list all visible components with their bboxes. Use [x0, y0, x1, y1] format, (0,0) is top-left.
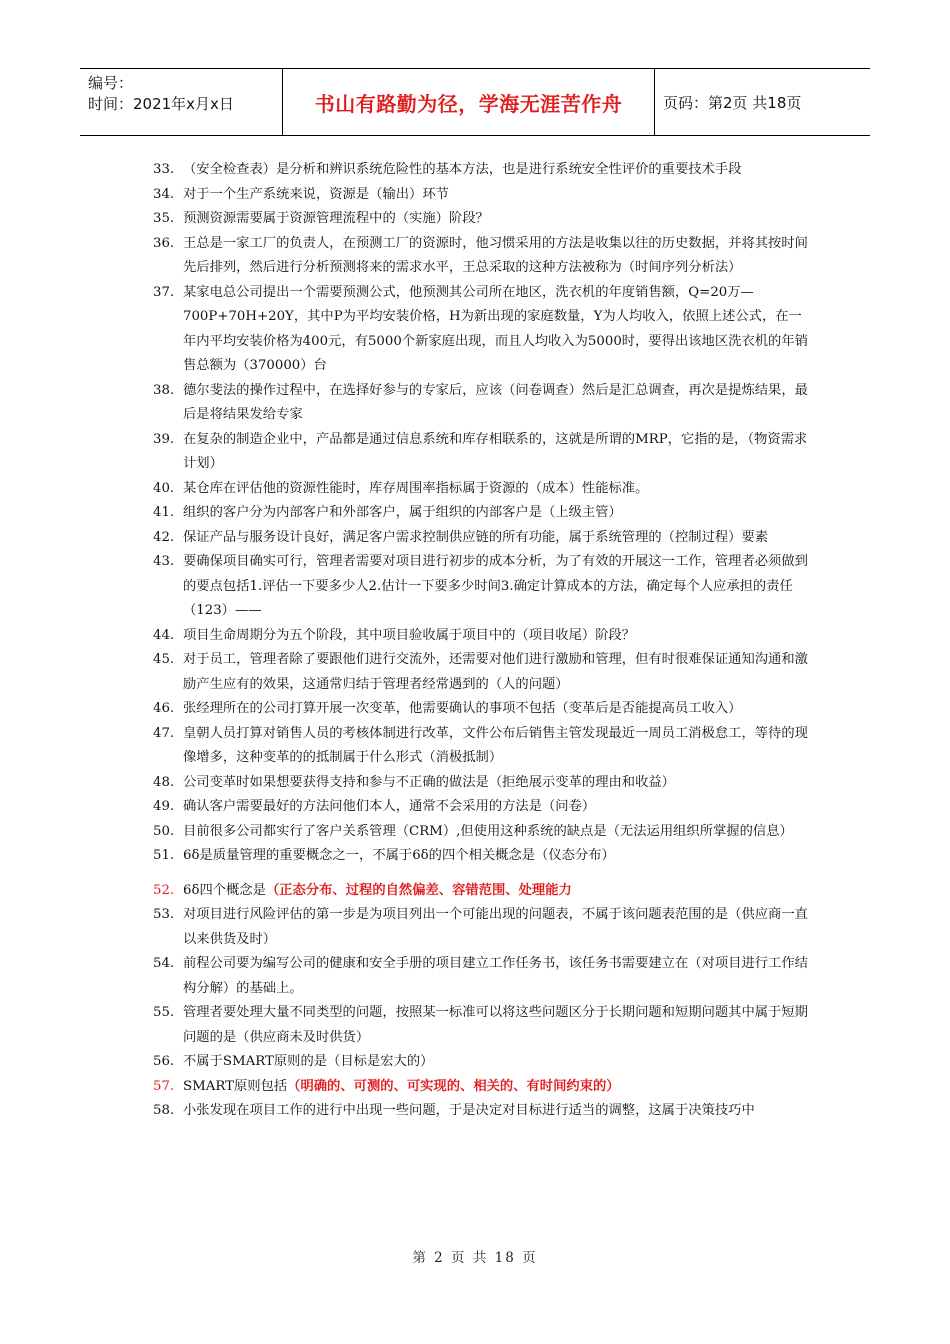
- list-item: [153, 1099, 813, 1124]
- list-item: [153, 501, 813, 526]
- item-text: [183, 477, 813, 502]
- item-text: [183, 501, 813, 526]
- item-number: 52.: [153, 882, 175, 898]
- item-text-main: 德尔斐法的操作过程中，在选择好参与的专家后，应该（问卷调查）然后是汇总调查，再次是提炼结果，最后是将结果发给专家: [183, 382, 808, 422]
- item-text-main: 对项目进行风险评估的第一步是为项目列出一个可能出现的问题表，不属于该问题表范围的是（供应商一直以来供货及时）: [183, 907, 808, 947]
- list-item: [153, 648, 813, 697]
- item-text-main: 组织的客户分为内部客户和外部客户，属于组织的内部客户是（上级主管）: [183, 505, 622, 520]
- item-number: 53.: [153, 907, 175, 922]
- item-text-main: 在复杂的制造企业中，产品都是通过信息系统和库存相联系的，这就是所谓的MRP，它指的是，（物资需求计划）: [183, 431, 808, 471]
- list-item: [153, 795, 813, 820]
- item-text-main: 项目生命周期分为五个阶段，其中项目验收属于项目中的（项目收尾）阶段？: [183, 627, 636, 643]
- item-text-main: 管理者要处理大量不同类型的问题，按照某一标准可以将这些问题区分于长期问题和短期问题其中属于短期问题的是（供应商未及时供货）: [183, 1005, 808, 1045]
- item-text-main: 王总是一家工厂的负责人，在预测工厂的资源时，他习惯采用的方法是收集以往的历史数据，并将其按时间先后排列，然后进行分析预测将来的需求水平，王总采取的这种方法被称为（时间序列分析法）: [183, 235, 808, 275]
- item-number: 33.: [153, 162, 175, 177]
- list-item: [153, 820, 813, 845]
- list-item: [153, 550, 813, 624]
- item-answer-highlight: （正态分布、过程的自然偏差、容错范围、处理能力: [265, 882, 572, 898]
- item-text: [183, 624, 813, 649]
- item-text: [183, 158, 813, 183]
- list-item: [153, 952, 813, 1001]
- item-number: 45.: [153, 652, 175, 667]
- list-item: [153, 1001, 813, 1050]
- question-list: [153, 158, 813, 1124]
- item-number: 34.: [153, 186, 175, 202]
- item-text: [183, 207, 813, 232]
- page-footer: 第 2 页 共 18 页: [412, 1250, 538, 1266]
- item-number: 38.: [153, 382, 175, 398]
- item-text: [183, 281, 813, 379]
- item-text: [183, 1001, 813, 1050]
- item-number: 49.: [153, 799, 175, 814]
- list-item: [153, 158, 813, 183]
- list-item: [153, 526, 813, 551]
- list-item: [153, 722, 813, 771]
- item-text-main: 公司变革时如果想要获得支持和参与不正确的做法是（拒绝展示变革的理由和收益）: [183, 774, 675, 790]
- header-meta: [80, 69, 283, 135]
- item-number: 46.: [153, 701, 175, 716]
- item-text: [183, 526, 813, 551]
- header-time-label: 时间：2021年x月x日: [88, 95, 234, 113]
- item-answer-highlight: （明确的、可测的、可实现的、相关的、有时间约束的）: [287, 1078, 620, 1094]
- item-number: 42.: [153, 529, 175, 545]
- list-item: [153, 207, 813, 232]
- item-text-main: 张经理所在的公司打算开展一次变革，他需要确认的事项不包括（变革后是否能提高员工收入）: [183, 701, 742, 716]
- item-text-main: SMART原则包括: [183, 1078, 288, 1094]
- list-item: [153, 1050, 813, 1075]
- item-number: 44.: [153, 627, 175, 643]
- item-text: [183, 820, 813, 845]
- item-text-main: 小张发现在项目工作的进行中出现一些问题，于是决定对目标进行适当的调整，这属于决策技巧中: [183, 1103, 755, 1118]
- list-item: [153, 477, 813, 502]
- list-item: [153, 903, 813, 952]
- item-text: [183, 771, 813, 796]
- item-number: 56.: [153, 1054, 175, 1069]
- list-item: [153, 697, 813, 722]
- item-text: [183, 183, 813, 208]
- list-item: [153, 771, 813, 796]
- item-text: [183, 1075, 813, 1100]
- list-item: [153, 844, 813, 869]
- item-text: [183, 232, 813, 281]
- list-item: [153, 428, 813, 477]
- list-item: [153, 379, 813, 428]
- list-item: [153, 624, 813, 649]
- item-text-main: 某家电总公司提出一个需要预测公式，他预测其公司所在地区，洗衣机的年度销售额，Q=20万—700P+70H+20Y，其中P为平均安装价格，H为新出现的家庭数量，Y为人均收入，依照上述公式，在一年内平均安装价格为400元，有5000个新家庭出现，而且人均收入为5000时，要得出该地区洗衣机的年销售总额为（370000）台: [183, 284, 808, 373]
- item-text-main: 预测资源需要属于资源管理流程中的（实施）阶段？: [183, 211, 489, 226]
- item-text-main: 皇朝人员打算对销售人员的考核体制进行改革，文件公布后销售主管发现最近一周员工消极怠工，等待的现像增多，这种变革的的抵制属于什么形式（消极抵制）: [183, 725, 808, 765]
- item-text-main: 确认客户需要最好的方法问他们本人，通常不会采用的方法是（问卷）: [183, 799, 596, 814]
- item-number: 43.: [153, 554, 175, 569]
- list-item: [153, 879, 813, 904]
- item-number: 54.: [153, 956, 175, 971]
- item-number: 39.: [153, 431, 175, 447]
- item-number: 58.: [153, 1103, 175, 1118]
- item-text-main: 保证产品与服务设计良好，满足客户需求控制供应链的所有功能，属于系统管理的（控制过程）要素: [183, 529, 769, 545]
- item-text-main: 不属于SMART原则的是（目标是宏大的）: [183, 1054, 434, 1069]
- page-header: [80, 68, 870, 136]
- item-number: 48.: [153, 774, 175, 790]
- item-number: 35.: [153, 211, 175, 226]
- item-text-main: 6δ四个概念是: [183, 882, 266, 898]
- item-text-main: （安全检查表）是分析和辨识系统危险性的基本方法，也是进行系统安全性评价的重要技术手段: [183, 162, 742, 177]
- item-number: 47.: [153, 725, 175, 741]
- item-number: 51.: [153, 848, 175, 863]
- item-text: [183, 903, 813, 952]
- list-item: [153, 183, 813, 208]
- item-text: [183, 697, 813, 722]
- item-text-main: 某仓库在评估他的资源性能时，库存周围率指标属于资源的（成本）性能标准。: [183, 480, 649, 496]
- item-text: [183, 648, 813, 697]
- item-text: [183, 379, 813, 428]
- item-text-main: 对于一个生产系统来说，资源是（输出）环节: [183, 186, 449, 202]
- item-text: [183, 795, 813, 820]
- item-number: 55.: [153, 1005, 175, 1020]
- item-text-main: 目前很多公司都实行了客户关系管理（CRM）,但使用这种系统的缺点是（无法运用组织所掌握的信息）: [183, 823, 793, 839]
- header-motto: 书山有路勤为径，学海无涯苦作舟: [283, 69, 655, 135]
- item-text: [183, 844, 813, 869]
- item-text: [183, 428, 813, 477]
- list-item: [153, 1075, 813, 1100]
- item-text-main: 6δ是质量管理的重要概念之一，不属于6δ的四个相关概念是（仪态分布）: [183, 848, 615, 863]
- item-number: 40.: [153, 480, 175, 496]
- item-number: 36.: [153, 235, 175, 251]
- item-text-main: 要确保项目确实可行，管理者需要对项目进行初步的成本分析，为了有效的开展这一工作，管理者必须做到的要点包括1.评估一下要多少人2.估计一下要多少时间3.确定计算成本的方法，确定每个人应承担的责任（123）——: [183, 554, 808, 618]
- item-text-main: 前程公司要为编写公司的健康和安全手册的项目建立工作任务书，该任务书需要建立在（对项目进行工作结构分解）的基础上。: [183, 956, 808, 996]
- item-text: [183, 1050, 813, 1075]
- item-number: 37.: [153, 284, 175, 300]
- item-number: 41.: [153, 505, 175, 520]
- list-item: [153, 281, 813, 379]
- item-number: 50.: [153, 823, 175, 839]
- header-number-label: 编号：: [88, 74, 134, 92]
- item-text-main: 对于员工，管理者除了要跟他们进行交流外，还需要对他们进行激励和管理，但有时很难保证通知沟通和激励产生应有的效果，这通常归结于管理者经常遇到的（人的问题）: [183, 652, 808, 692]
- item-text: [183, 550, 813, 624]
- item-number: 57.: [153, 1078, 175, 1094]
- list-item: [153, 232, 813, 281]
- item-text: [183, 879, 813, 904]
- item-text: [183, 952, 813, 1001]
- item-text: [183, 722, 813, 771]
- header-page-info: 页码：第2页 共18页: [663, 93, 802, 112]
- item-text: [183, 1099, 813, 1124]
